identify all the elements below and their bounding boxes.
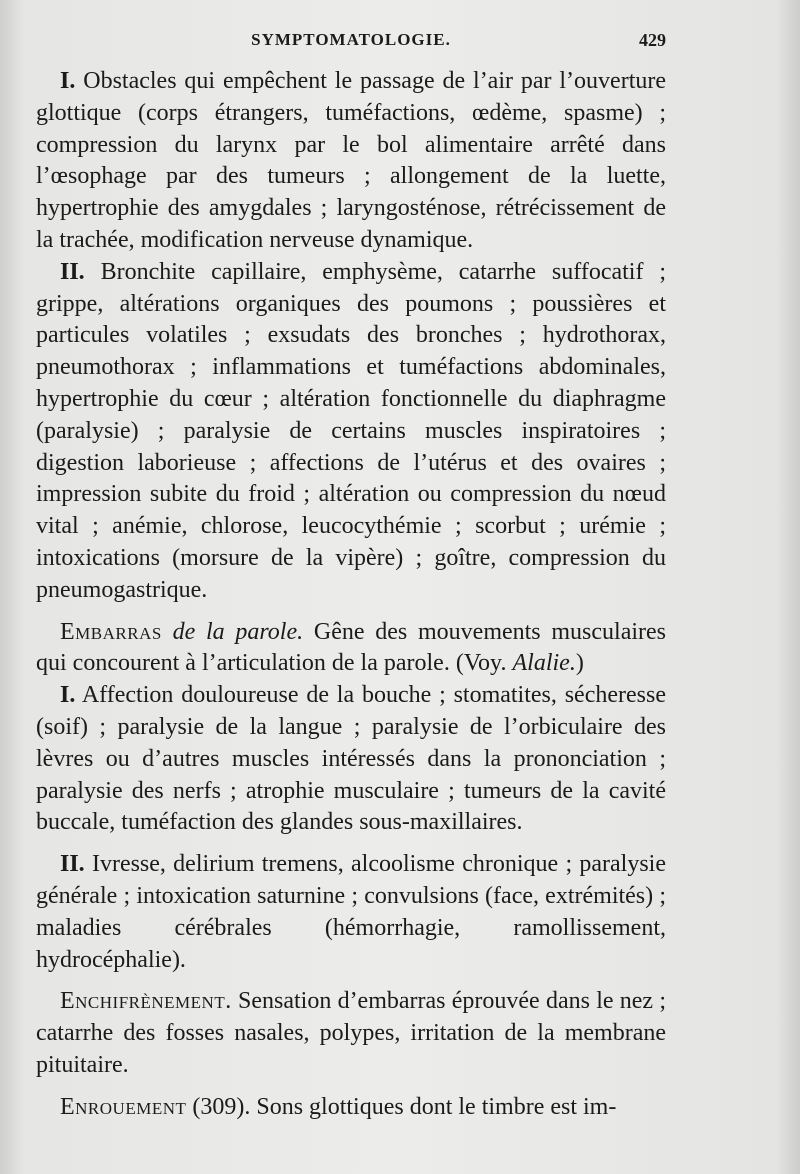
page-number: 429: [639, 30, 666, 50]
running-head: [36, 30, 666, 54]
numeral: I.: [60, 68, 76, 94]
closing-paren: ): [575, 650, 584, 677]
paragraph-text: Ivresse, delirium tremens, alcoolisme chronique ; paralysie générale ; intoxication saturnine ; convulsions (face, extrémités) ; maladies cérébrales (hémorrhagie, ramollissement, hydrocéphalie).: [36, 851, 667, 973]
numeral: II.: [60, 851, 85, 878]
paragraph-affection-bouche: [36, 680, 666, 839]
numeral: II.: [60, 258, 85, 285]
entry-definition: (309). Sons glottiques dont le timbre est im-: [192, 1093, 617, 1120]
entry-enrouement: [36, 1092, 666, 1124]
paragraph-ivresse: [36, 849, 666, 976]
paragraph-bronchite: [36, 257, 666, 607]
headword: Enrouement: [60, 1093, 187, 1120]
paragraph-text: Bronchite capillaire, emphysème, catarrhe suffocatif ; grippe, altérations organiques des poumons ; poussières et particules volatiles ; exsudats des bronches ; hydrothorax, pneumothorax ; inflammations et tuméfactions abdominales, hypertrophie du cœur ; altération fonctionnelle du diaphragme (paralysie) ; paralysie de certains muscles inspiratoires ; digestion laborieuse ; affections de l’utérus et des ovaires ; impression subite du froid ; altération ou compression du nœud vital ; anémie, chlorose, leucocythémie ; scorbut ; urémie ; intoxications (morsure de la vipère) ; goître, compression du pneumogastrique.: [36, 258, 667, 603]
cross-reference: Alalie.: [512, 650, 576, 677]
entry-embarras-de-la-parole: [36, 617, 666, 681]
headword: Enchifrènement.: [60, 988, 232, 1015]
entry-definition: Sensation d’embarras éprouvée dans le nez ; catarrhe des fosses nasales, polypes, irritation de la membrane pituitaire.: [36, 988, 667, 1078]
headword: Embarras: [60, 618, 162, 645]
paragraph-obstacles: [36, 66, 666, 257]
paragraph-text: Affection douloureuse de la bouche ; stomatites, sécheresse (soif) ; paralysie de la langue ; paralysie de l’orbiculaire des lèvres ou d’autres muscles intéressés dans la prononciation ; paralysie des nerfs ; atrophie musculaire ; tumeurs de la cavité buccale, tuméfaction des glandes sous-maxillaires.: [36, 682, 666, 836]
entry-definition: Gêne des mouvements musculaires qui concourent à l’articulation de la parole. (Voy.: [36, 618, 667, 677]
headword-italic: de la parole.: [172, 618, 304, 645]
body-text: [36, 66, 666, 1124]
running-title: SYMPTOMATOLOGIE.: [251, 30, 451, 49]
entry-enchifrenement: [36, 986, 666, 1081]
numeral: I.: [60, 682, 76, 709]
paragraph-text: Obstacles qui empêchent le passage de l’air par l’ouverture glottique (corps étrangers, tuméfactions, œdème, spasme) ; compression du larynx par le bol alimentaire arrêté dans l’œsophage par des tumeurs ; allongement de la luette, hypertrophie des amygdales ; laryngosténose, rétrécissement de la trachée, modification nerveuse dynamique.: [36, 68, 667, 253]
